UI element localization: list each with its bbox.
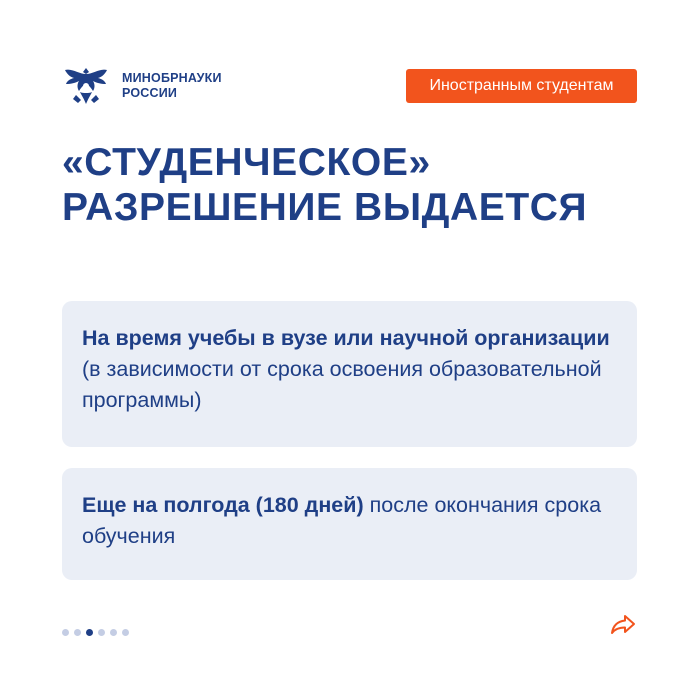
pagination-dot[interactable]: [74, 629, 81, 636]
page-title: [62, 140, 587, 230]
logo-line-2: РОССИИ: [122, 86, 178, 100]
pagination-dot-active[interactable]: [86, 629, 93, 636]
page-title-line-2: РАЗРЕШЕНИЕ ВЫДАЕТСЯ: [62, 186, 588, 229]
pagination-dot[interactable]: [62, 629, 69, 636]
info-card-text: [82, 323, 617, 416]
logo-line-1: МИНОБРНАУКИ: [122, 71, 222, 85]
pagination-dot[interactable]: [110, 629, 117, 636]
eagle-emblem-icon: [62, 62, 110, 110]
info-card-text: [82, 490, 617, 552]
pagination-dot[interactable]: [122, 629, 129, 636]
info-card-study-period: [62, 301, 637, 447]
info-card-extension: [62, 468, 637, 580]
ministry-logo: [62, 62, 222, 110]
share-arrow-icon[interactable]: [609, 612, 637, 636]
audience-tag: Иностранным студентам: [406, 69, 637, 103]
info-card-highlight: Еще на полгода (180 дней): [82, 493, 364, 517]
info-card-detail: после окончания срока обучения: [82, 493, 602, 548]
info-card-highlight: На время учебы в вузе или научной организации: [82, 326, 610, 350]
info-card-detail: (в зависимости от срока освоения образовательной программы): [82, 357, 602, 412]
page-title-line-1: «СТУДЕНЧЕСКОЕ»: [62, 141, 431, 184]
carousel-pagination: [62, 629, 134, 636]
logo-text: [122, 71, 222, 101]
pagination-dot[interactable]: [98, 629, 105, 636]
